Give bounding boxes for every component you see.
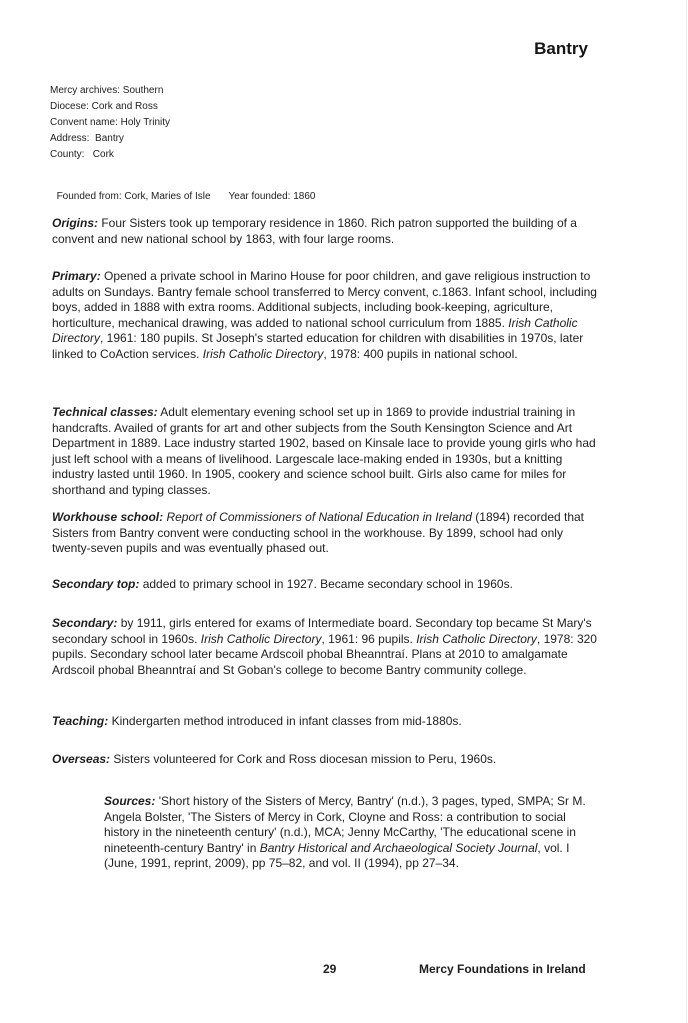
section-label: Teaching: [52, 714, 109, 728]
section-overseas [52, 752, 597, 768]
founding-info [51, 180, 315, 202]
citation-title: Irish Catholic Directory [200, 631, 322, 646]
section-text: by 1911, girls entered for exams of Intermediate board. Secondary top became St Mary's secondary school in 1960s. [52, 616, 592, 646]
citation-title: Bantry Historical and Archaeological Society Journal [259, 840, 538, 855]
citation-title: Irish Catholic Directory [202, 346, 324, 361]
convent-metadata [50, 83, 170, 163]
section-text: added to primary school in 1927. Became secondary school in 1960s. [139, 577, 513, 591]
section-label: Primary: [52, 269, 101, 283]
section-teaching [52, 714, 597, 730]
mercy-archives: Mercy archives: Southern [50, 85, 164, 96]
section-label: Secondary top: [52, 577, 140, 591]
section-text: Four Sisters took up temporary residence in 1860. Rich patron supported the building of a convent and new national school by 1863, with four large rooms. [52, 216, 577, 246]
citation-title: Irish Catholic Directory [52, 315, 578, 346]
section-label: Overseas: [52, 752, 111, 766]
section-label: Technical classes: [52, 405, 158, 419]
page-title: Bantry [534, 39, 588, 58]
section-text: Opened a private school in Marino House for poor children, and gave religious instruction to adults on Sundays. Bantry female school transferred to Mercy convent, c.1863. Infant school, including boys, added in 1888 with extra rooms. Additional subjects, including book-keeping, agriculture, horticulture, mechanical drawing, was added to national school curriculum from 1885. [52, 269, 597, 330]
section-text: , 1961: 180 pupils. St Joseph's started education for children with disabilities in 1970s, later linked to CoAction services. [52, 331, 584, 361]
section-text: , 1978: 320 pupils. Secondary school later became Ardscoil phobal Bheanntraí. Plans at 2010 to amalgamate Ardscoil phobal Bheanntraí and St Goban's college to become Bantry community college. [52, 631, 597, 677]
convent-name: Convent name: Holy Trinity [50, 117, 171, 128]
founded-from: Founded from: Cork, Maries of Isle [56, 191, 211, 202]
section-text: , 1961: 96 pupils. [321, 631, 417, 646]
section-primary [52, 269, 597, 363]
diocese: Diocese: Cork and Ross [50, 101, 158, 112]
section-text: , vol. I (June, 1991, reprint, 2009), pp 75–82, and vol. II (1994), pp 27–34. [104, 840, 570, 871]
section-text: 'Short history of the Sisters of Mercy, Bantry' (n.d.), 3 pages, typed, SMPA; Sr M. Angela Bolster, 'The Sisters of Mercy in Cork, Cloyne and Ross: a contribution to social history in the nineteenth century' (n.d.), MCA; Jenny McCarthy, 'The educational scene in nineteenth-century Bantry' in [104, 794, 586, 855]
section-origins [52, 216, 597, 247]
section-secondary [52, 616, 597, 678]
section-label: Workhouse school: [52, 510, 164, 524]
section-label: Origins: [52, 216, 99, 230]
address: Address: Bantry [50, 133, 124, 144]
section-text: Kindergarten method introduced in infant classes from mid-1880s. [108, 714, 462, 728]
section-text: (1894) recorded that Sisters from Bantry convent were conducting school in the workhouse. By 1899, school had only twenty-seven pupils and was eventually phased out. [52, 510, 585, 556]
section-text: Adult elementary evening school set up in 1869 to provide industrial training in handcrafts. Availed of grants for art and other subjects from the South Kensington Science and Art Department in 1889. Lace industry started 1902, based on Kinsale lace to provide young girls who had just left school with a means of livelihood. Largescale lace-making ended in 1930s, but a knitting industry lasted until 1960. In 1905, cookery and science school built. Girls also came for miles for shorthand and typing classes. [52, 405, 596, 497]
page-edge [686, 0, 687, 1023]
section-text: Sisters volunteered for Cork and Ross diocesan mission to Peru, 1960s. [110, 752, 497, 766]
citation-title: Irish Catholic Directory [416, 631, 537, 646]
book-title: Mercy Foundations in Ireland [419, 962, 586, 976]
year-founded: Year founded: 1860 [228, 191, 316, 202]
section-sources [104, 794, 599, 872]
section-technical-classes [52, 405, 597, 499]
page-number: 29 [323, 962, 337, 976]
section-workhouse-school [52, 510, 597, 557]
section-label: Sources: [104, 794, 156, 808]
section-secondary-top [52, 577, 597, 593]
section-text: , 1978: 400 pupils in national school. [323, 346, 518, 361]
county: County: Cork [50, 149, 114, 160]
citation-title: Report of Commissioners of National Education in Ireland [163, 510, 472, 524]
section-label: Secondary: [52, 616, 118, 630]
